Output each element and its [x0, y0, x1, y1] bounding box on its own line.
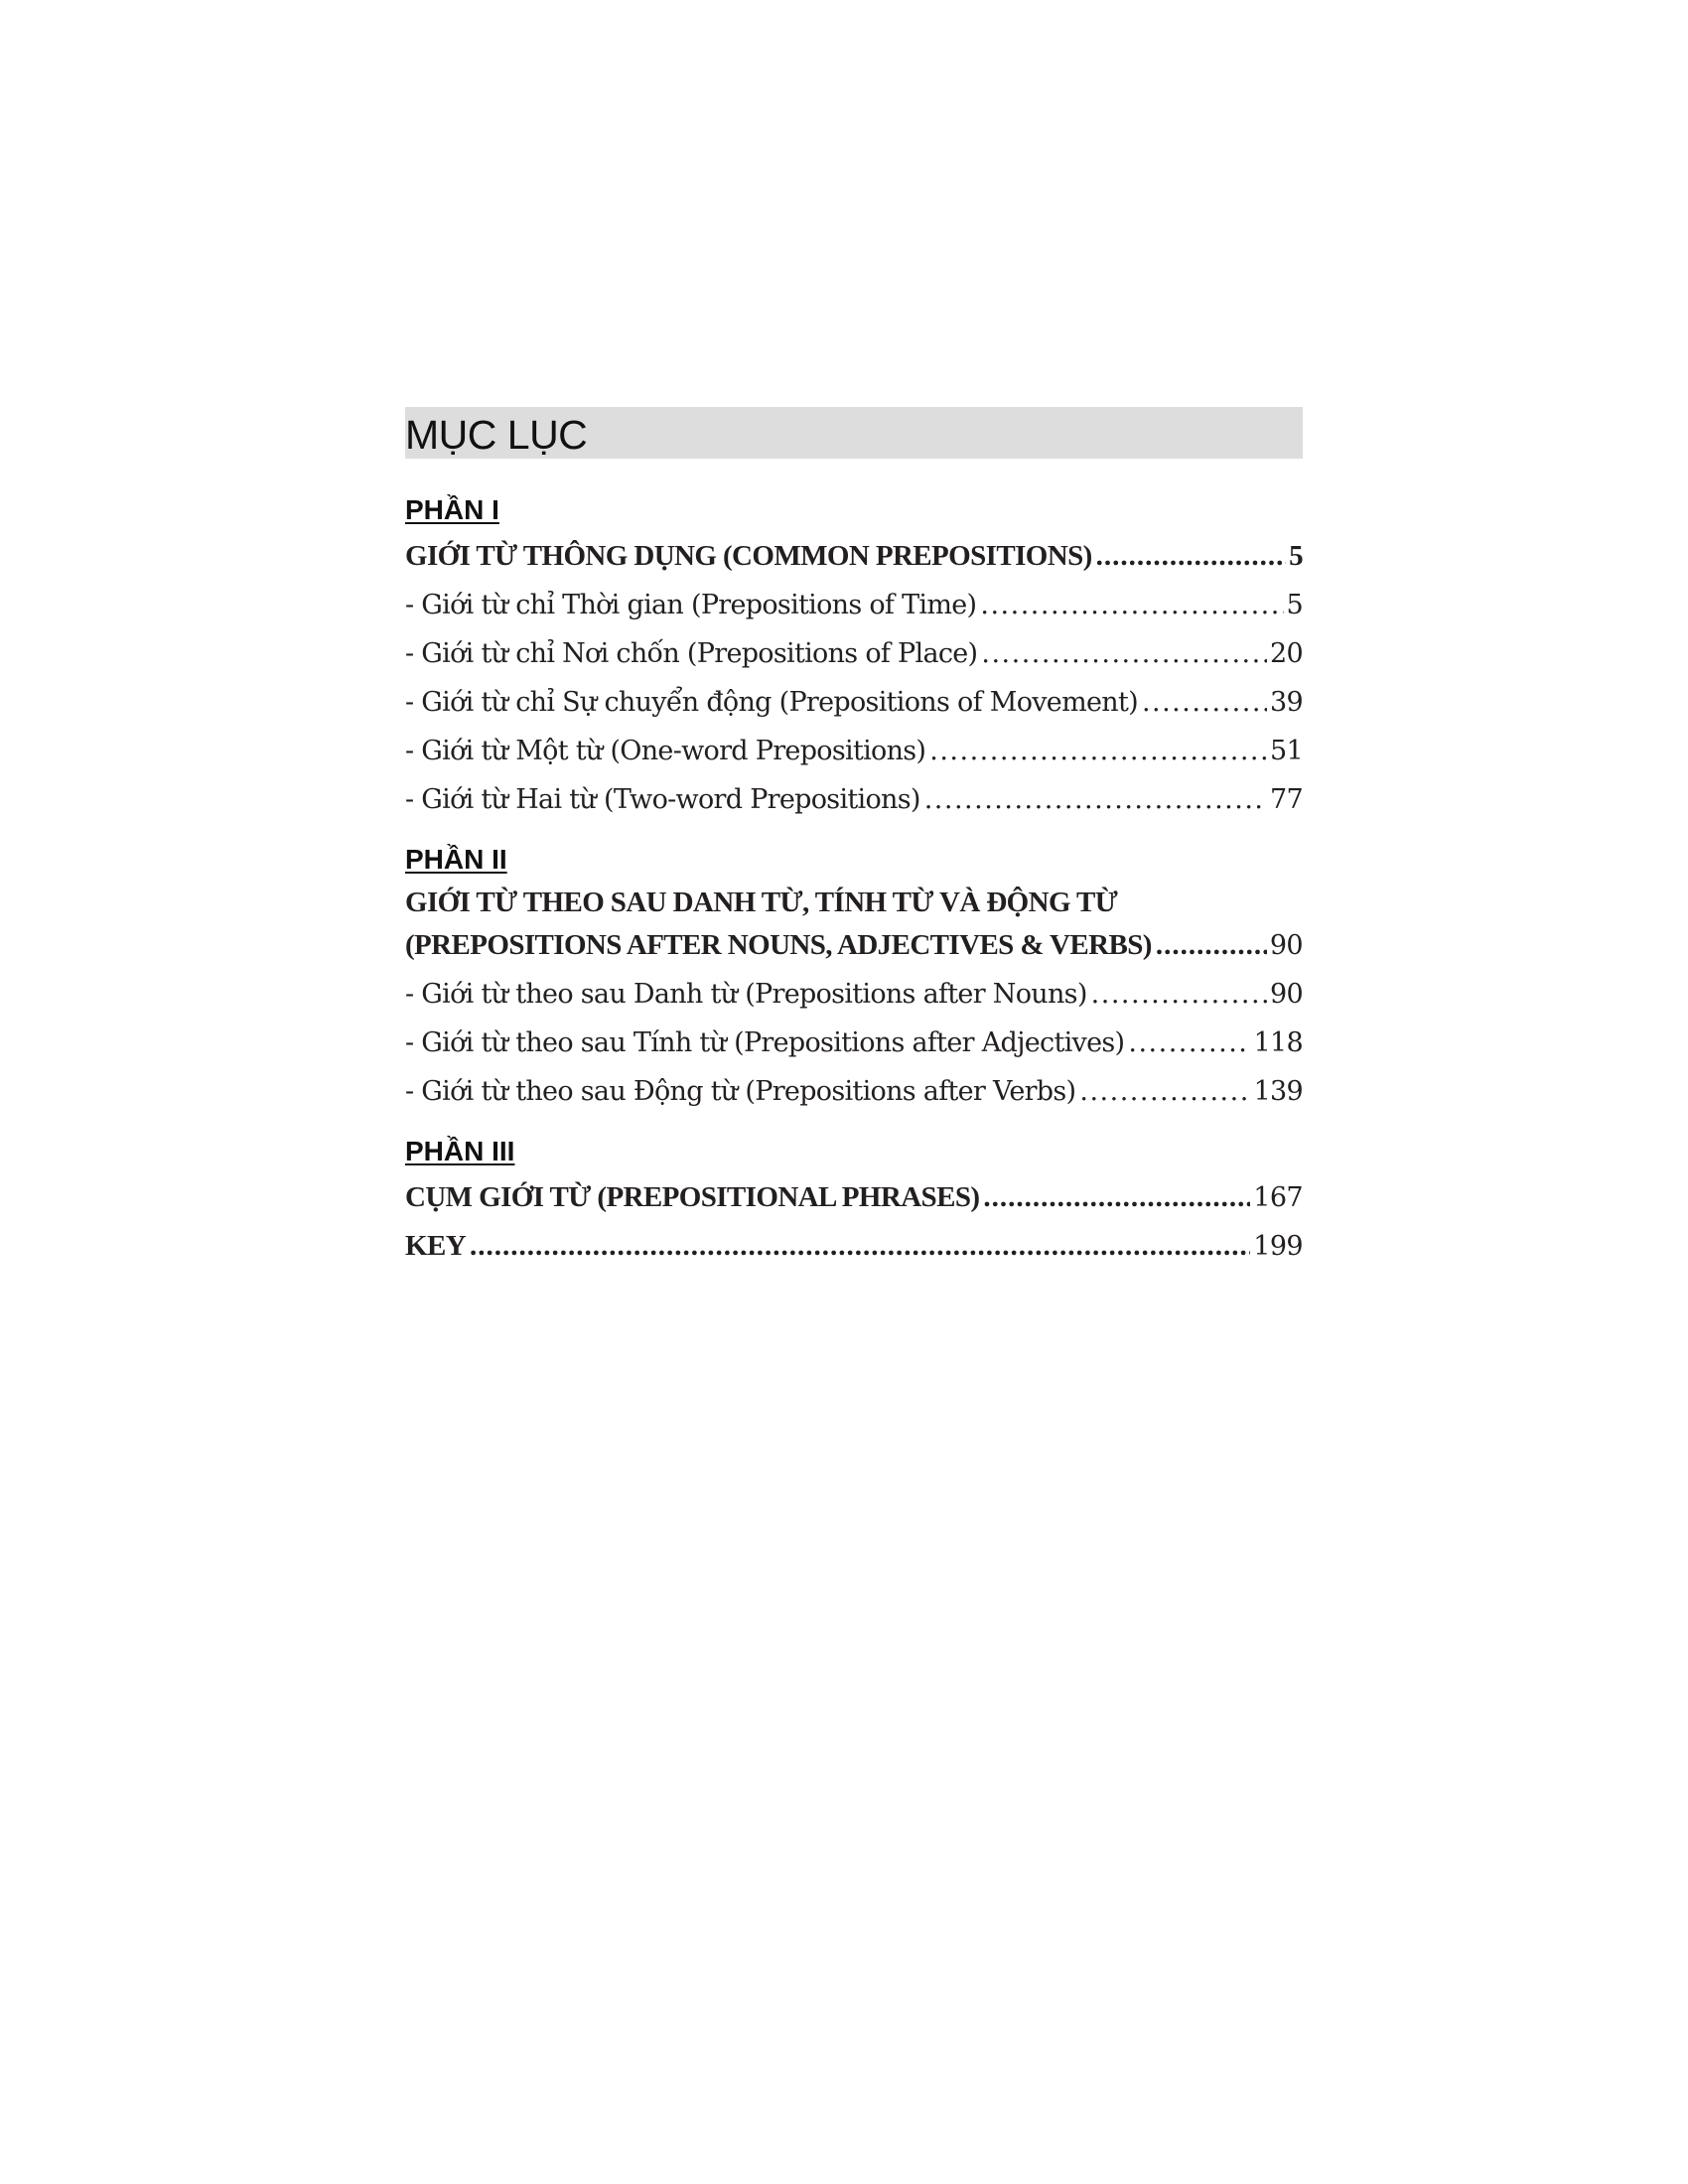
toc-entry-label: GIỚI TỪ THÔNG DỤNG (COMMON PREPOSITIONS) — [405, 540, 1092, 572]
toc-entry-common-prepositions[interactable] — [405, 532, 1303, 581]
toc-entry-label: - Giới từ theo sau Động từ (Prepositions after Verbs) — [405, 1076, 1076, 1107]
toc-entry-key[interactable] — [405, 1222, 1303, 1271]
toc-entry-page: 199 — [1253, 1231, 1303, 1262]
toc-entry-page: 39 — [1270, 687, 1303, 718]
dot-leader — [1128, 1019, 1250, 1067]
page-title: MỤC LỤC — [405, 411, 588, 458]
toc-entry-page: 90 — [1270, 979, 1303, 1010]
part-3-heading: PHẦN III — [405, 1136, 515, 1166]
dot-leader — [980, 581, 1283, 629]
dot-leader — [981, 629, 1267, 678]
toc-entry-label: KEY — [405, 1230, 467, 1262]
toc-entry-page: 51 — [1270, 736, 1303, 766]
part-2-heading: PHẦN II — [405, 844, 507, 875]
toc-entry-page: 118 — [1253, 1027, 1303, 1058]
toc-entry-label: (PREPOSITIONS AFTER NOUNS, ADJECTIVES & VERBS) — [405, 929, 1152, 961]
toc-entry-page: 5 — [1286, 590, 1303, 620]
dot-leader — [1156, 924, 1267, 967]
toc-entry-page: 139 — [1253, 1076, 1303, 1107]
toc-entry-prepositions-after-nouns-adjectives-verbs[interactable] — [405, 924, 1303, 970]
toc-entry-prepositions-after-nouns[interactable] — [405, 970, 1303, 1019]
toc-entry-page: 90 — [1269, 930, 1303, 961]
dot-leader — [1091, 970, 1267, 1019]
toc-title-bar — [405, 407, 1303, 459]
toc-entry-prepositions-of-time[interactable] — [405, 581, 1303, 629]
toc-entry-label: - Giới từ chỉ Sự chuyển động (Prepositions of Movement) — [405, 687, 1138, 718]
toc-entry-prepositional-phrases[interactable] — [405, 1173, 1303, 1222]
toc-entry-page: 5 — [1289, 540, 1303, 572]
toc-entry-label: - Giới từ chỉ Thời gian (Prepositions of Time) — [405, 590, 977, 620]
part-1-heading: PHẦN I — [405, 494, 499, 525]
toc-entry-prepositions-after-verbs[interactable] — [405, 1067, 1303, 1116]
dot-leader — [1079, 1067, 1250, 1116]
dot-leader — [924, 775, 1267, 824]
dot-leader — [470, 1222, 1250, 1271]
toc-entry-label: CỤM GIỚI TỪ (PREPOSITIONAL PHRASES) — [405, 1181, 980, 1213]
toc-entry-two-word-prepositions[interactable] — [405, 775, 1303, 824]
toc-entry-page: 77 — [1270, 784, 1303, 815]
toc-entry-label-line1: GIỚI TỪ THEO SAU DANH TỪ, TÍNH TỪ VÀ ĐỘNG TỪ — [405, 887, 1118, 918]
dot-leader — [1142, 678, 1267, 727]
table-of-contents — [405, 407, 1303, 1271]
toc-entry-label: - Giới từ theo sau Tính từ (Prepositions after Adjectives) — [405, 1027, 1125, 1058]
dot-leader — [983, 1173, 1250, 1222]
toc-entry-label: - Giới từ Một từ (One-word Prepositions) — [405, 736, 926, 766]
dot-leader — [1096, 532, 1286, 581]
toc-entry-one-word-prepositions[interactable] — [405, 727, 1303, 775]
dot-leader — [929, 727, 1267, 775]
toc-entry-prepositions-of-place[interactable] — [405, 629, 1303, 678]
toc-entry-label: - Giới từ Hai từ (Two-word Prepositions) — [405, 784, 920, 815]
toc-entry-label: - Giới từ theo sau Danh từ (Prepositions after Nouns) — [405, 979, 1087, 1010]
toc-entry-prepositions-after-adjectives[interactable] — [405, 1019, 1303, 1067]
toc-entry-label: - Giới từ chỉ Nơi chốn (Prepositions of Place) — [405, 638, 978, 669]
toc-entry-page: 167 — [1253, 1182, 1303, 1213]
toc-entry-prepositions-of-movement[interactable] — [405, 678, 1303, 727]
toc-entry-page: 20 — [1270, 638, 1303, 669]
